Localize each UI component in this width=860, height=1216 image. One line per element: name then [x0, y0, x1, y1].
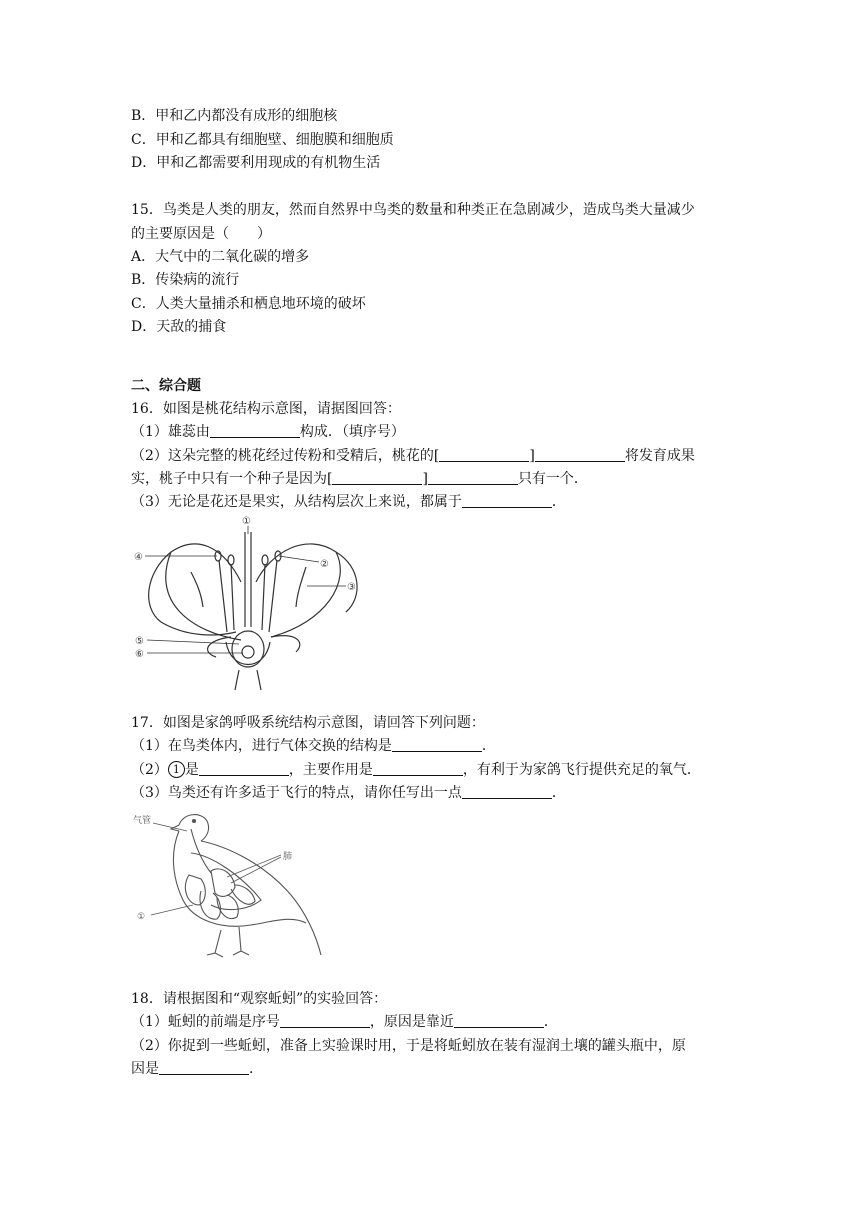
- q15-stem-line1: 15．鸟类是人类的朋友，然而自然界中鸟类的数量和种类正在急剧减少，造成鸟类大量减少: [131, 202, 695, 218]
- fig17-label-lung: 肺: [283, 852, 293, 862]
- q18-blank-1: [280, 1013, 370, 1028]
- q16-part2-text-a: （2）这朵完整的桃花经过传粉和受精后，桃花的[: [131, 448, 440, 464]
- q14-option-b: B．甲和乙内都没有成形的细胞核: [131, 108, 338, 124]
- q16-part1-text-a: （1）雄蕊由: [131, 424, 210, 440]
- fig16-label-1: ①: [242, 516, 251, 527]
- fig16-label-3: ③: [347, 582, 356, 593]
- q16-part2-text-b: ]: [529, 448, 535, 464]
- q18-part1: [131, 1012, 558, 1032]
- q17-part1-text-a: （1）在鸟类体内，进行气体交换的结构是: [131, 738, 392, 754]
- q18-blank-3: [159, 1060, 249, 1075]
- q16-blank-1: [210, 423, 300, 438]
- q15-option-b: B．传染病的流行: [131, 272, 240, 288]
- q17-part2-text-d: ，有利于为家鸽飞行提供充足的氧气．: [462, 762, 701, 778]
- section-title: 二、综合题: [131, 378, 201, 394]
- q18-part1-text-c: ．: [543, 1014, 558, 1030]
- q14-option-c: C．甲和乙都具有细胞壁、细胞膜和细胞质: [131, 132, 394, 148]
- stamen-right-1: [262, 564, 265, 630]
- q16-blank-2: [439, 447, 529, 462]
- fig16-label-5: ⑤: [135, 636, 144, 647]
- sepal-right: [271, 636, 300, 652]
- q18-stem: 18．请根据图和“观察蚯蚓”的实验回答：: [131, 991, 388, 1007]
- q17-part3: [131, 783, 566, 803]
- q17-blank-1: [392, 737, 482, 752]
- q18-part2-text-c: ．: [249, 1061, 263, 1077]
- q16-part2-text-f: 只有一个．: [517, 471, 588, 487]
- pigeon-legs: [207, 927, 249, 957]
- q17-part2-text-b: 是: [184, 762, 199, 778]
- stamen-left-1: [219, 560, 227, 632]
- q16-stem: 16．如图是桃花结构示意图，请据图回答：: [131, 401, 401, 417]
- q18-part2-text-b: 因是: [131, 1061, 159, 1077]
- q16-blank-3: [535, 447, 625, 462]
- pistil-style: [245, 532, 251, 627]
- q18-part2-line2: [131, 1059, 263, 1079]
- q16-part2-line1: [131, 446, 695, 466]
- q17-part2: [131, 760, 701, 780]
- pigeon-body: [173, 831, 321, 955]
- q17-part1-text-b: ．: [481, 738, 496, 754]
- fig16-label-4: ④: [134, 552, 143, 563]
- q16-part3: [131, 492, 566, 512]
- ovule: [242, 646, 254, 658]
- q17-part2-text-a: （2）: [131, 762, 168, 778]
- q15-option-d: D．天敌的捕食: [131, 319, 227, 335]
- q16-part3-text-b: ．: [551, 494, 566, 510]
- q16-part2-text-e: ]: [422, 471, 428, 487]
- peach-flower-diagram: [131, 512, 371, 692]
- q16-part2-text-c: 将发育成果: [624, 448, 695, 464]
- q15-stem-line2: 的主要原因是（ ）: [131, 226, 271, 242]
- stamen-left-2: [231, 564, 234, 630]
- q16-part1-text-b: 构成．（填序号）: [299, 424, 405, 440]
- q16-blank-6: [462, 493, 552, 508]
- q16-part1: [131, 422, 405, 442]
- q17-part3-text-b: ．: [551, 785, 566, 801]
- q14-option-d: D．甲和乙都需要利用现成的有机物生活: [131, 155, 381, 171]
- q18-part1-text-b: ，原因是靠近: [369, 1014, 454, 1030]
- q17-circled-number: 1: [168, 761, 185, 778]
- pigeon-respiratory-diagram: [131, 805, 326, 965]
- fig16-label-2: ②: [320, 559, 329, 570]
- q17-blank-2: [199, 761, 289, 776]
- q18-blank-2: [454, 1013, 544, 1028]
- q16-blank-4: [332, 470, 422, 485]
- q18-part2-line1: （2）你捉到一些蚯蚓，准备上实验课时用，于是将蚯蚓放在装有湿润土壤的罐头瓶中，原: [131, 1038, 686, 1054]
- trachea: [191, 829, 211, 873]
- fig17-label-1: ①: [137, 912, 146, 922]
- q17-part1: [131, 736, 496, 756]
- q15-option-c: C．人类大量捕杀和栖息地环境的破坏: [131, 296, 366, 312]
- q17-blank-3: [373, 761, 463, 776]
- pigeon-head: [179, 815, 209, 841]
- fig16-label-6: ⑥: [135, 649, 144, 660]
- q15-option-a: A．大气中的二氧化碳的增多: [131, 249, 310, 265]
- q16-part2-text-d: 实，桃子中只有一个种子是因为[: [131, 471, 333, 487]
- petal-right: [256, 544, 340, 637]
- air-sac-1: [185, 875, 205, 905]
- q17-stem: 17．如图是家鸽呼吸系统结构示意图，请回答下列问题：: [131, 715, 485, 731]
- stamen-right-2: [269, 560, 277, 632]
- q16-blank-5: [428, 470, 518, 485]
- fig17-label-trachea: 气管: [133, 816, 152, 826]
- q16-part2-line2: [131, 469, 588, 489]
- petal-left: [166, 544, 241, 640]
- q18-part1-text-a: （1）蚯蚓的前端是序号: [131, 1014, 280, 1030]
- q17-part2-text-c: ，主要作用是: [288, 762, 373, 778]
- q17-part3-text-a: （3）鸟类还有许多适于飞行的特点，请你任写出一点: [131, 785, 462, 801]
- q17-blank-4: [462, 784, 552, 799]
- q16-part3-text-a: （3）无论是花还是果实，从结构层次上来说，都属于: [131, 494, 462, 510]
